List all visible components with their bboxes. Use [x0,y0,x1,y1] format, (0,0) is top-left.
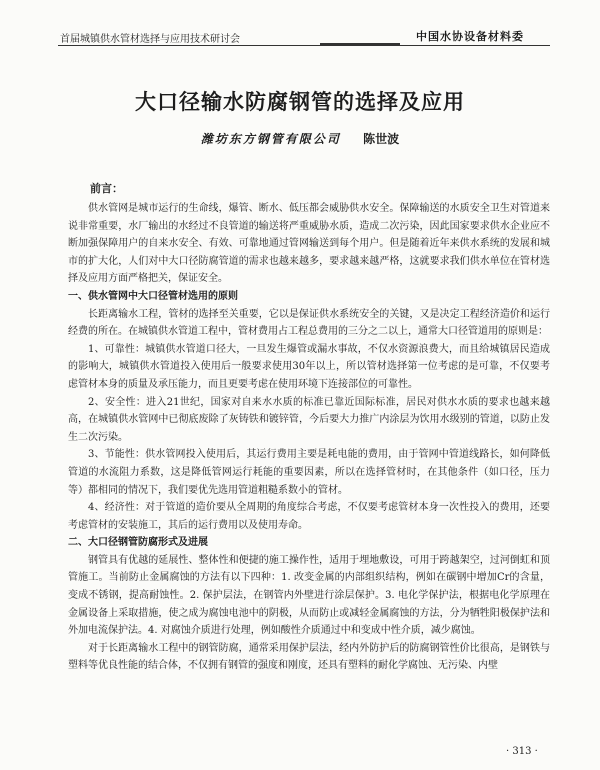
author-name: 陈世波 [363,132,400,146]
article-title: 大口径输水防腐钢管的选择及应用 [135,91,465,114]
principle-economy: 4、经济性：对于管道的造价要从全周期的角度综合考虑，不仅要考虑管材本身一次性投入的费用，还要考虑管材的安装施工，其后的运行费用以及使用寿命。 [68,502,550,531]
header-rule [58,45,550,46]
committee-header: 中国水协设备材料委 [416,31,524,43]
page-number: · 313 · [506,746,538,757]
principle-reliability: 1、可靠性：城镇供水管道口径大，一旦发生爆管或漏水事故，不仅水资源浪费大，而且给城镇居民造成的影响大，城镇供水管道投入使用后一般要求使用30年以上，所以管材选择第一位考虑的是可靠，不仅要考虑管材本身的质量及承压能力，而且更要考虑在使用环境下连接部位的可靠性。 [68,343,550,390]
section-2-heading: 二、大口径钢管防腐形式及进展 [68,537,208,549]
intro-label: 前言： [90,182,123,195]
company-name: 潍坊东方钢管有限公司 [200,132,341,146]
byline [0,130,600,147]
section-2-paragraph-2: 对于长距离输水工程中的钢管防腐，通常采用保护层法，经内外防护后的防腐钢管性价比很高，是钢铁与塑料等优良性能的结合体，不仅拥有钢管的强度和刚度，还具有塑料的耐化学腐蚀、无污染、内壁 [68,642,550,672]
section-2-paragraph-1: 钢管具有优越的延展性、整体性和便捷的施工操作性，适用于埋地敷设，可用于跨越架空，过河倒虹和顶管施工。当前防止金属腐蚀的方法有以下四种：1. 改变金属的内部组织结构，例如在碳钢中增加Cr的含量，变成不锈钢，提高耐蚀性。2. 保护层法，在钢管内外壁进行涂层保护。3. 电化学保护法，根据电化学原理在金属设备上采取措施，使之成为腐蚀电池中的阴极，从而防止或减轻金属腐蚀的方法，分为牺牲阳极保护法和外加电流保护法。4. 对腐蚀介质进行处理，例如酸性介质通过中和变成中性介质，减少腐蚀。 [68,554,550,637]
section-1-intro: 长距离输水工程，管材的选择至关重要，它以是保证供水系统安全的关键，又是决定工程经济造价和运行经费的所在。在城镇供水管道工程中，管材费用占工程总费用的三分之二以上，通常大口径管道用的原则是： [68,308,550,338]
intro-paragraph: 供水管网是城市运行的生命线，爆管、断水、低压都会威胁供水安全。保障输送的水质安全卫生对管道来说非常重要，水厂输出的水经过不良管道的输送将严重威胁水质，造成二次污染，因此国家要求供水企业应不断加强保障用户的自来水安全、有效、可靠地通过管网输送到每个用户。但是随着近年来供水系统的发展和城市的扩大化，人们对中大口径防腐管道的需求也越来越多，要求越来越严格，这就要求我们供水单位在管材选择及应用方面严格把关，保证安全。 [68,203,550,285]
article-body [68,200,550,675]
header-rule-accent [320,43,400,45]
principle-energy-saving: 3、节能性：供水管网投入使用后，其运行费用主要是耗电能的费用，由于管网中管道线路长，如何降低管道的水流阻力系数，这是降低管网运行耗能的重要因素，所以在选择管材时，在其他条件（如口径，压力等）都相同的情况下，我们要优先选用管道粗糙系数小的管材。 [68,449,550,496]
principle-safety: 2、安全性：进入21世纪，国家对自来水水质的标准已靠近国际标准，居民对供水水质的要求也越来越高，在城镇供水管网中已彻底废除了灰铸铁和镀锌管，今后要大力推广内涂层为饮用水级别的管道，以防止发生二次污染。 [68,396,550,443]
section-1-heading: 一、供水管网中大口径管材选用的原则 [68,290,238,302]
conference-header: 首届城镇供水管材选择与应用技术研讨会 [60,34,240,45]
